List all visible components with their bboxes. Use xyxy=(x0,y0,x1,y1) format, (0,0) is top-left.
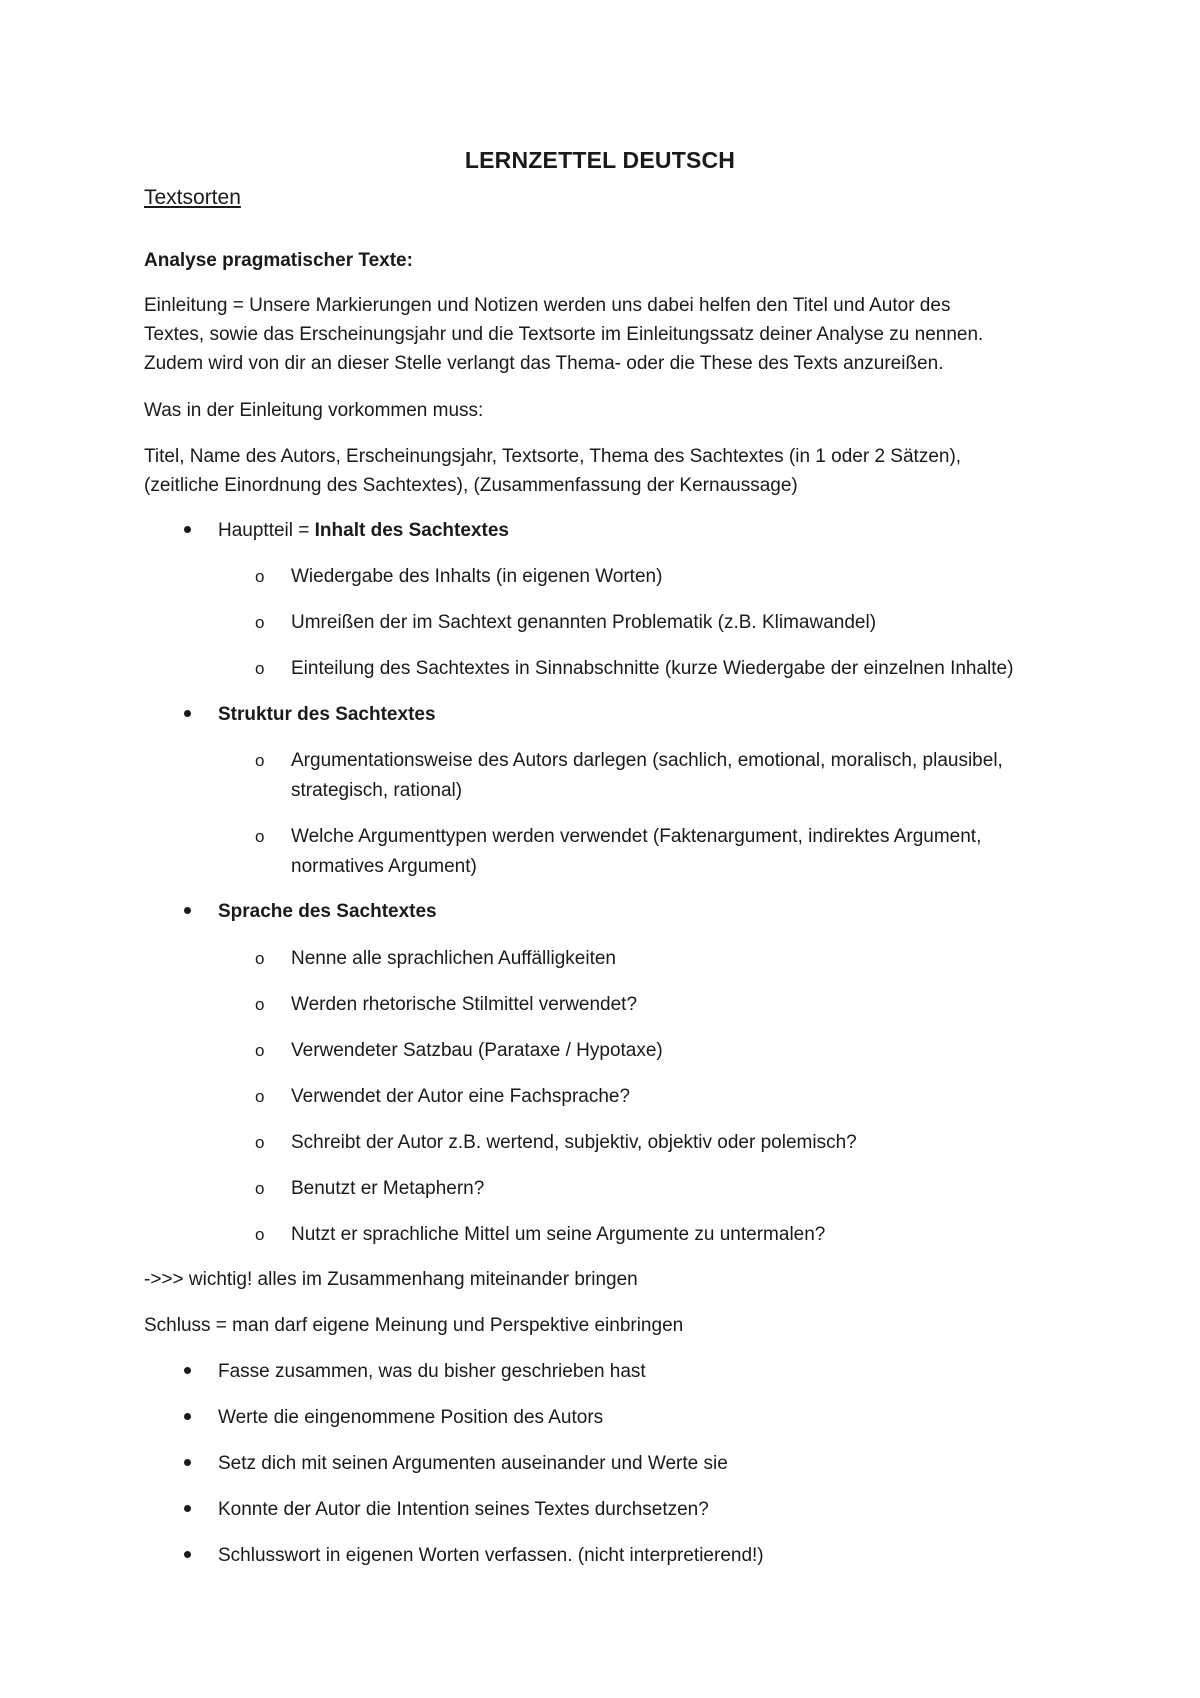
page-title: LERNZETTEL DEUTSCH xyxy=(464,147,736,173)
sub-bullet-icon: o xyxy=(255,659,265,678)
list-item-continuation: strategisch, rational) xyxy=(291,780,463,801)
bullet-icon xyxy=(184,526,191,533)
sub-bullet-icon: o xyxy=(255,567,265,586)
hauptteil-bold: Inhalt des Sachtextes xyxy=(314,520,509,541)
list-item: Schlusswort in eigenen Worten verfassen. (nicht interpretierend!) xyxy=(218,1545,764,1566)
hauptteil-prefix: Hauptteil = xyxy=(218,520,315,541)
intro-line: Einleitung = Unsere Markierungen und Notizen werden uns dabei helfen den Titel und Autor des xyxy=(144,295,951,316)
wichtig-note: ->>> wichtig! alles im Zusammenhang miteinander bringen xyxy=(144,1269,638,1290)
bullet-icon xyxy=(184,1505,191,1512)
sub-bullet-icon: o xyxy=(255,1179,265,1198)
list-item-continuation: normatives Argument) xyxy=(291,856,477,877)
sub-bullet-icon: o xyxy=(255,751,265,770)
list-item: Konnte der Autor die Intention seines Textes durchsetzen? xyxy=(218,1499,709,1520)
bullet-icon xyxy=(184,1459,191,1466)
sub-bullet-icon: o xyxy=(255,995,265,1014)
list-item: Einteilung des Sachtextes in Sinnabschnitte (kurze Wiedergabe der einzelnen Inhalte) xyxy=(291,658,1014,679)
list-item: Verwendet der Autor eine Fachsprache? xyxy=(291,1086,631,1107)
list-item: Werte die eingenommene Position des Autors xyxy=(218,1407,604,1428)
list-item: Werden rhetorische Stilmittel verwendet? xyxy=(291,994,638,1015)
must-list-line: Titel, Name des Autors, Erscheinungsjahr, Textsorte, Thema des Sachtextes (in 1 oder 2 Sätzen), xyxy=(144,446,962,467)
bullet-icon xyxy=(184,1367,191,1374)
hauptteil-item xyxy=(218,516,509,546)
must-list-line: (zeitliche Einordnung des Sachtextes), (Zusammenfassung der Kernaussage) xyxy=(144,475,798,496)
sprache-label: Sprache des Sachtextes xyxy=(218,901,437,922)
sub-bullet-icon: o xyxy=(255,613,265,632)
bullet-icon xyxy=(184,710,191,717)
list-item: Umreißen der im Sachtext genannten Problematik (z.B. Klimawandel) xyxy=(291,612,877,633)
sub-bullet-icon: o xyxy=(255,1225,265,1244)
sub-bullet-icon: o xyxy=(255,827,265,846)
bullet-icon xyxy=(184,907,191,914)
intro-line: Zudem wird von dir an dieser Stelle verlangt das Thema- oder die These des Texts anzureißen. xyxy=(144,353,944,374)
list-item: Welche Argumenttypen werden verwendet (Faktenargument, indirektes Argument, xyxy=(291,826,982,847)
list-item: Verwendeter Satzbau (Parataxe / Hypotaxe) xyxy=(291,1040,663,1061)
sub-bullet-icon: o xyxy=(255,1133,265,1152)
section-heading: Textsorten xyxy=(144,186,241,209)
list-item: Benutzt er Metaphern? xyxy=(291,1178,485,1199)
intro-line: Textes, sowie das Erscheinungsjahr und die Textsorte im Einleitungssatz deiner Analyse zu nennen. xyxy=(144,324,984,345)
sub-bullet-icon: o xyxy=(255,1041,265,1060)
list-item: Nutzt er sprachliche Mittel um seine Argumente zu untermalen? xyxy=(291,1224,826,1245)
sub-bullet-icon: o xyxy=(255,1087,265,1106)
list-item: Fasse zusammen, was du bisher geschrieben hast xyxy=(218,1361,646,1382)
list-item: Argumentationsweise des Autors darlegen (sachlich, emotional, moralisch, plausibel, xyxy=(291,750,1003,771)
list-item: Wiedergabe des Inhalts (in eigenen Worten) xyxy=(291,566,663,587)
subheading: Analyse pragmatischer Texte: xyxy=(144,250,413,271)
schluss-heading: Schluss = man darf eigene Meinung und Perspektive einbringen xyxy=(144,1315,684,1336)
must-heading: Was in der Einleitung vorkommen muss: xyxy=(144,400,484,421)
bullet-icon xyxy=(184,1551,191,1558)
struktur-label: Struktur des Sachtextes xyxy=(218,704,436,725)
bullet-icon xyxy=(184,1413,191,1420)
list-item: Nenne alle sprachlichen Auffälligkeiten xyxy=(291,948,616,969)
list-item: Schreibt der Autor z.B. wertend, subjektiv, objektiv oder polemisch? xyxy=(291,1132,857,1153)
sub-bullet-icon: o xyxy=(255,949,265,968)
list-item: Setz dich mit seinen Argumenten auseinander und Werte sie xyxy=(218,1453,728,1474)
